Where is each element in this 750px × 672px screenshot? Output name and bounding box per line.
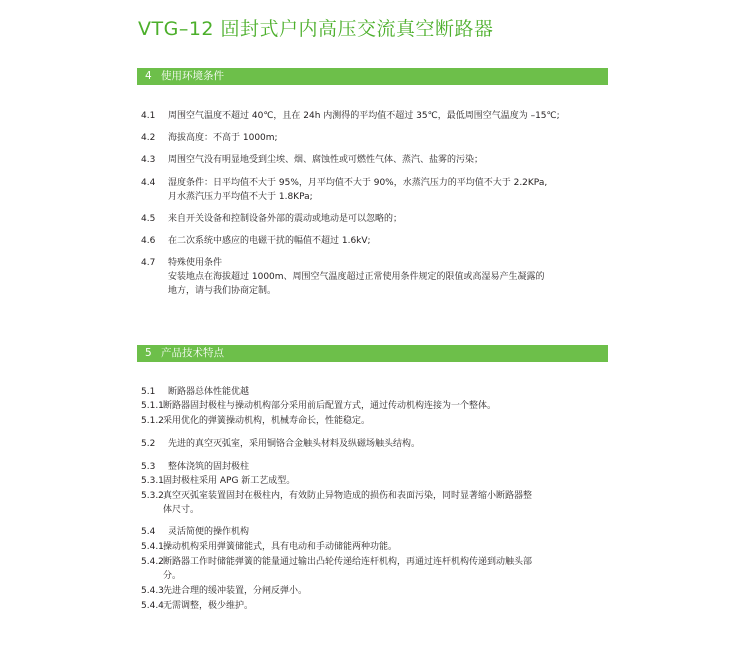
item-number: 5.2 <box>141 439 156 449</box>
item-text: 周围空气温度不超过 40℃，且在 24h 内测得的平均值不超过 35℃，最低周围空气温度为 –15℃; <box>168 111 560 121</box>
item-text: 特殊使用条件 <box>168 258 223 268</box>
item-number: 5.3.1 <box>141 476 164 486</box>
item-number: 4.5 <box>141 214 156 224</box>
list-item <box>141 414 611 428</box>
list-item <box>141 131 611 145</box>
item-text: 固封极柱采用 APG 新工艺成型。 <box>163 476 296 486</box>
item-text: 整体浇筑的固封极柱 <box>168 462 250 472</box>
list-item <box>141 584 611 598</box>
list-item <box>141 212 611 226</box>
list-item <box>141 525 611 539</box>
item-number: 4.2 <box>141 133 156 143</box>
item-number: 5.3.2 <box>141 491 164 501</box>
section-5-header <box>137 345 608 362</box>
list-item <box>141 399 611 413</box>
item-text: 操动机构采用弹簧储能式，具有电动和手动储能两种功能。 <box>163 542 398 552</box>
item-number: 5.4.4 <box>141 601 164 611</box>
page-title: VTG–12 固封式户内高压交流真空断路器 <box>138 18 494 40</box>
list-item <box>141 474 611 488</box>
section-title: 产品技术特点 <box>161 347 224 359</box>
section-number: 5 <box>145 347 152 359</box>
item-text-continued: 安装地点在海拔超过 1000m、周围空气温度超过正常使用条件规定的限值或高湿易产生凝露的 <box>168 272 545 282</box>
section-title: 使用环境条件 <box>161 70 224 82</box>
list-item <box>141 176 611 202</box>
item-text: 真空灭弧室装置固封在极柱内，有效防止异物造成的损伤和表面污染，同时显著缩小断路器整 <box>163 491 533 501</box>
item-number: 5.1.1 <box>141 401 164 411</box>
item-text: 先进的真空灭弧室，采用铜铬合金触头材料及纵磁场触头结构。 <box>168 439 421 449</box>
section-4-header <box>137 68 608 85</box>
list-item <box>141 234 611 248</box>
item-number: 4.3 <box>141 155 156 165</box>
list-item <box>141 460 611 474</box>
item-text: 先进合理的缓冲装置，分闸反弹小。 <box>163 586 308 596</box>
list-item <box>141 599 611 613</box>
item-text-continued: 月水蒸汽压力平均值不大于 1.8KPa; <box>168 192 313 202</box>
list-item <box>141 385 611 399</box>
item-number: 5.4.2 <box>141 557 164 567</box>
item-text: 海拔高度：不高于 1000m; <box>168 133 278 143</box>
item-text: 来自开关设备和控制设备外部的震动或地动是可以忽略的； <box>168 214 403 224</box>
item-text-continued: 地方，请与我们协商定制。 <box>168 286 277 296</box>
list-item <box>141 555 611 581</box>
list-item <box>141 437 611 451</box>
item-number: 5.3 <box>141 462 156 472</box>
item-number: 4.1 <box>141 111 156 121</box>
list-item <box>141 153 611 167</box>
item-text: 在二次系统中感应的电磁干扰的幅值不超过 1.6kV; <box>168 236 371 246</box>
item-number: 5.1 <box>141 387 156 397</box>
list-item <box>141 540 611 554</box>
list-item <box>141 256 611 296</box>
item-text-continued: 分。 <box>163 571 182 581</box>
item-number: 4.4 <box>141 178 156 188</box>
item-number: 5.1.2 <box>141 416 164 426</box>
item-number: 5.4 <box>141 527 156 537</box>
item-number: 5.4.1 <box>141 542 164 552</box>
item-number: 4.7 <box>141 258 156 268</box>
item-text: 灵活简便的操作机构 <box>168 527 250 537</box>
item-text: 断路器固封极柱与操动机构部分采用前后配置方式，通过传动机构连接为一个整体。 <box>163 401 497 411</box>
item-text: 湿度条件：日平均值不大于 95%，月平均值不大于 90%，水蒸汽压力的平均值不大于 2.2KPa, <box>168 178 548 188</box>
item-number: 4.6 <box>141 236 156 246</box>
list-item <box>141 109 611 123</box>
list-item <box>141 489 611 515</box>
section-number: 4 <box>145 70 152 82</box>
item-number: 5.4.3 <box>141 586 164 596</box>
item-text-continued: 体尺寸。 <box>163 505 200 515</box>
item-text: 无需调整，极少维护。 <box>163 601 254 611</box>
item-text: 断路器工作时储能弹簧的能量通过输出凸轮传递给连杆机构，再通过连杆机构传递到动触头部 <box>163 557 533 567</box>
item-text: 采用优化的弹簧操动机构，机械寿命长，性能稳定。 <box>163 416 371 426</box>
item-text: 断路器总体性能优越 <box>168 387 250 397</box>
item-text: 周围空气没有明显地受到尘埃、烟、腐蚀性或可燃性气体、蒸汽、盐雾的污染； <box>168 155 484 165</box>
